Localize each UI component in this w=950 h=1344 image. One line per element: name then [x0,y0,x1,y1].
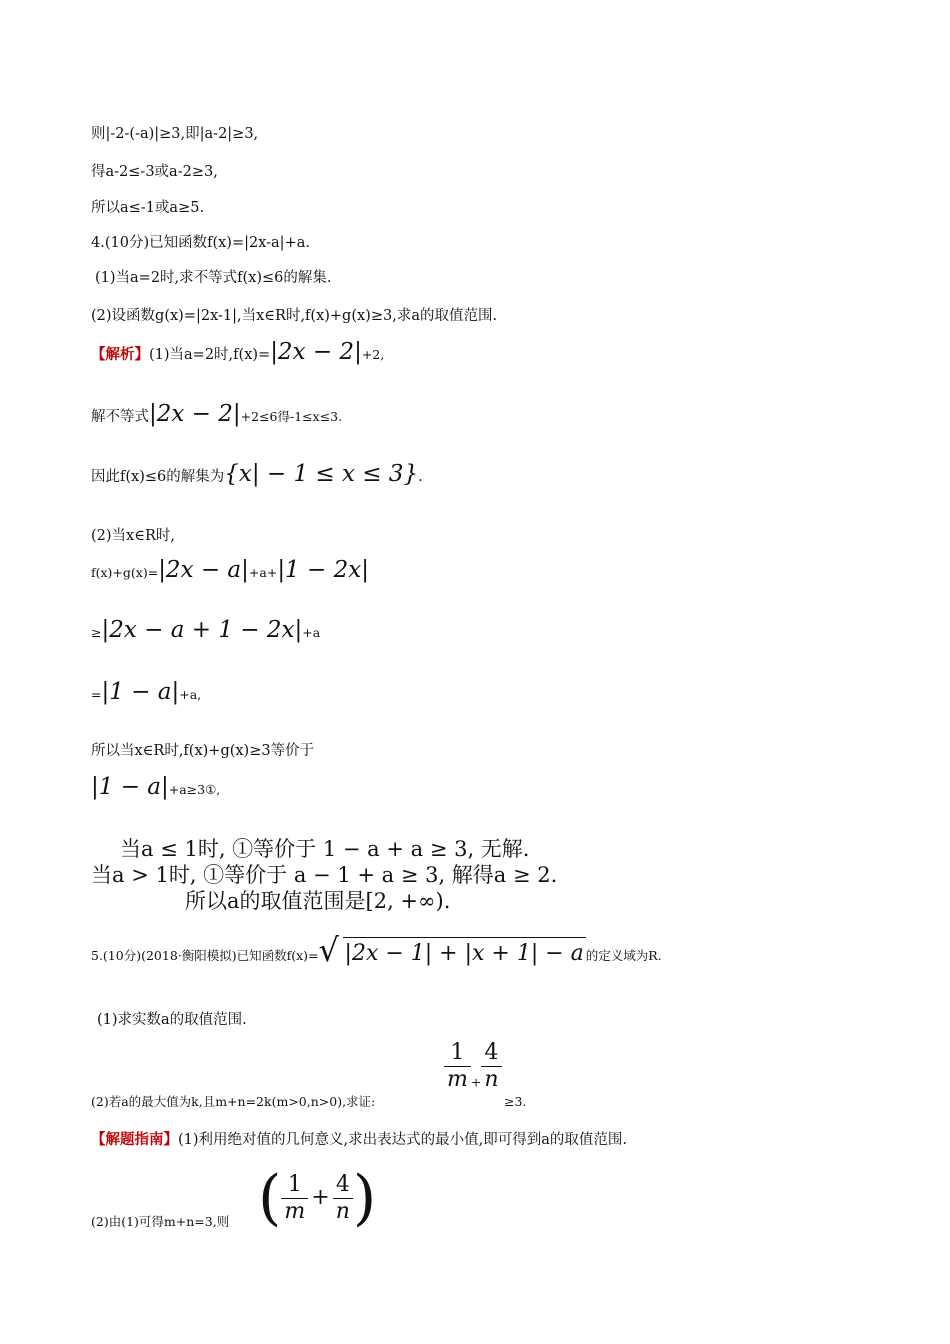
fraction-sum [444,1040,502,1096]
sqrt-expression [318,931,586,969]
text: (1)利用绝对值的几何意义,求出表达式的最小值,即可得到a的取值范围. [178,1132,628,1148]
question-4: 4.(10分)已知函数f(x)=|2x-a|+a. [91,235,310,251]
question-5-part-1: (1)求实数a的取值范围. [97,1012,247,1028]
text: +a [302,625,321,640]
fraction [444,1040,471,1093]
text: +2, [361,347,385,362]
question-5-part-2-tail [504,1092,526,1112]
math-expr: |2x − a| [158,557,249,583]
derivation-line-1 [91,557,369,583]
solution-line-2 [91,401,343,427]
math-expr: |2x − a + 1 − 2x| [101,617,303,643]
math-expr: |2x − 2| [270,339,362,365]
text: 5.(10分)(2018·衡阳模拟)已知函数f(x)= [91,948,319,963]
solution-tag: 【解析】 [91,346,149,363]
plus-sign: + [311,1185,330,1210]
math-expr: |1 − a| [91,774,169,800]
case-line-2: 当a > 1时, ①等价于 a − 1 + a ≥ 3, 解得a ≥ 2. [91,863,558,887]
parenthesized-fraction-sum [258,1163,377,1233]
denominator: n [484,1067,499,1092]
numerator: 1 [281,1172,308,1199]
math-expr: |2x − 1| + |x + 1| − a [343,937,586,966]
text: f(x)+g(x)= [91,565,159,580]
derivation-line-3 [91,679,202,705]
denominator: m [447,1067,468,1092]
text: +a≥3①, [168,782,221,797]
numerator: 4 [481,1040,501,1067]
text-line: 得a-2≤-3或a-2≥3, [91,164,218,180]
inequality-line [91,774,221,800]
right-paren: ) [352,1163,377,1233]
plus-sign: + [470,1074,482,1090]
text: +2≤6得-1≤x≤3. [240,409,343,424]
equivalence-line: 所以当x∈R时,f(x)+g(x)≥3等价于 [91,743,315,759]
case-line-3: 所以a的取值范围是[2, +∞). [185,889,451,913]
part-2-heading: (2)当x∈R时, [91,528,175,544]
text: +a, [179,687,202,702]
guide-line [91,1130,627,1150]
text: = [91,687,102,702]
solution-line-1 [91,339,385,365]
text: 解不等式 [91,409,149,425]
radical-icon: √ [318,931,339,969]
math-expr: |1 − a| [101,679,180,705]
solution-line-3 [91,461,423,487]
math-expr: {x| − 1 ≤ x ≤ 3} [224,461,419,487]
fraction [333,1172,353,1225]
question-4-part-1: (1)当a=2时,求不等式f(x)≤6的解集. [95,270,332,286]
fraction [281,1172,308,1225]
fraction [481,1040,501,1093]
case-line-1: 当a ≤ 1时, ①等价于 1 − a + a ≥ 3, 无解. [120,837,530,861]
math-expr: |1 − 2x| [277,557,369,583]
text: . [418,469,423,485]
left-paren: ( [258,1163,282,1233]
text: ≥3. [504,1094,527,1109]
derivation-line-2 [91,617,321,643]
math-expr: |2x − 2| [149,401,241,427]
numerator: 1 [444,1040,471,1067]
text: (2)若a的最大值为k,且m+n=2k(m>0,n>0),求证: [91,1094,376,1109]
question-5 [91,931,662,969]
text: ≥ [91,625,102,640]
numerator: 4 [333,1172,353,1199]
question-5-part-2 [91,1092,375,1112]
text: (1)当a=2时,f(x)= [149,347,271,363]
text: 因此f(x)≤6的解集为 [91,469,225,485]
text-line: 则|-2-(-a)|≥3,即|a-2|≥3, [91,126,259,142]
text: +a+ [248,565,278,580]
text-line: 所以a≤-1或a≥5. [91,200,205,216]
text: 的定义域为R. [585,948,662,963]
question-4-part-2: (2)设函数g(x)=|2x-1|,当x∈R时,f(x)+g(x)≥3,求a的取值范围. [91,308,498,324]
denominator: n [335,1198,350,1224]
guide-tag: 【解题指南】 [91,1131,178,1148]
last-line [91,1212,229,1232]
denominator: m [284,1198,306,1224]
text: (2)由(1)可得m+n=3,则 [91,1214,230,1229]
